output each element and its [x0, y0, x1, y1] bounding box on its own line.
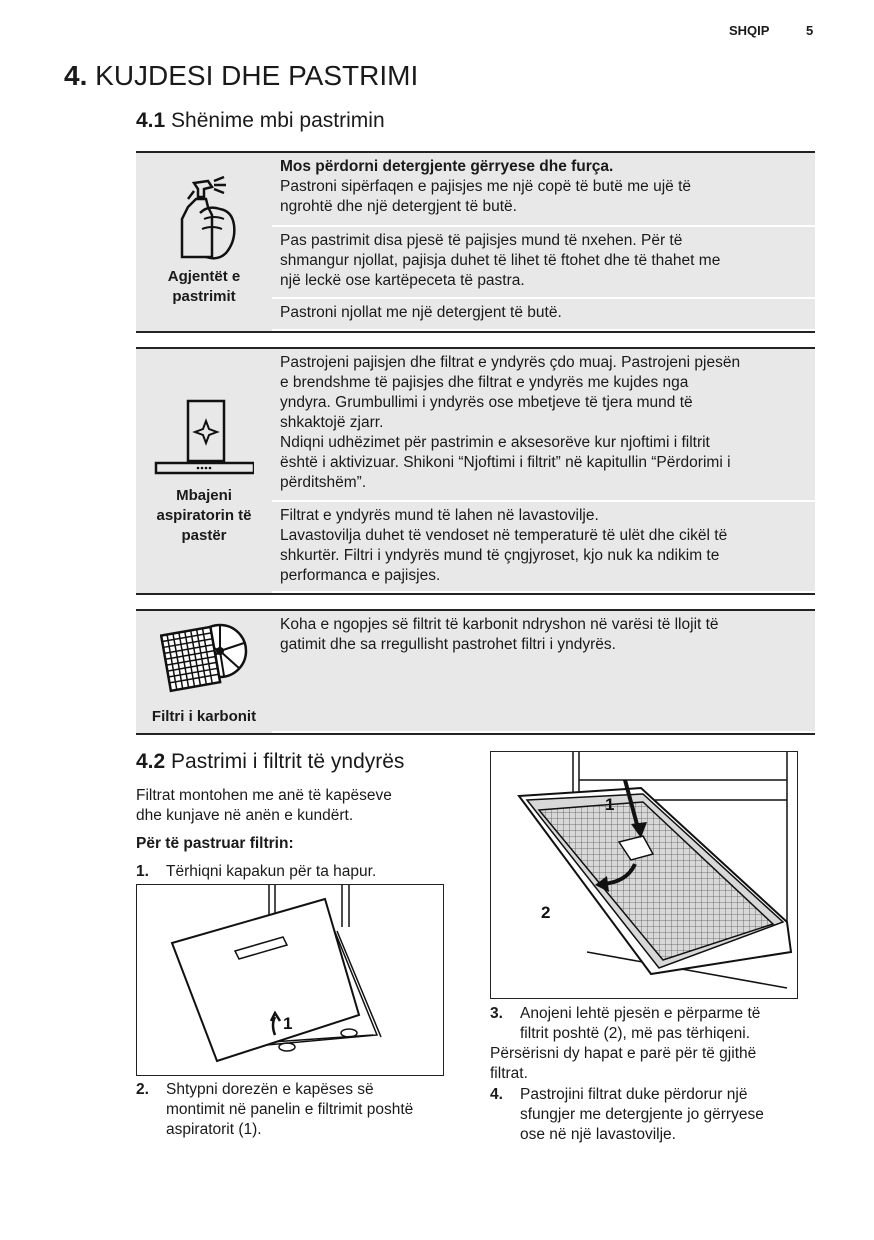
cell-text: shkaktojë zjarr.: [280, 414, 384, 431]
cleaning-agents-table: [136, 151, 815, 333]
figure-open-cover: [136, 884, 444, 1076]
cell-text: përditshëm”.: [280, 474, 367, 491]
cell-text: Koha e ngopjes së filtrit të karbonit ndryshon në varësi të llojit të: [280, 616, 719, 633]
cell-text: ngrohtë dhe një detergjent të butë.: [280, 198, 517, 215]
table-cell: [272, 299, 815, 329]
figure-remove-filter: [490, 751, 798, 999]
subsection-number: 4.2: [136, 750, 166, 773]
section-number: 4.: [64, 60, 88, 91]
step-number: 4.: [490, 1086, 503, 1103]
step-number: 2.: [136, 1081, 149, 1098]
table-content: [272, 611, 815, 733]
table-label-cell: [136, 349, 272, 593]
cell-text: Pastroni njollat me një detergjent të butë.: [280, 304, 562, 321]
paragraph-line: Filtrat montohen me anë të kapëseve: [136, 787, 392, 804]
table-label-cell: [136, 611, 272, 733]
cell-text: shkurtër. Filtri i yndyrës mund të çngjyroset, kjo nuk ka ndikim te: [280, 547, 720, 564]
label-line-1: Mbajeni: [176, 487, 232, 504]
procedure-heading: Për të pastruar filtrin:: [136, 835, 294, 852]
section-title-text: KUJDESI DHE PASTRIMI: [95, 60, 419, 91]
paragraph-line: filtrat.: [490, 1065, 528, 1082]
paragraph-line: Përsërisni dy hapat e parë për të gjithë: [490, 1045, 757, 1062]
label-line-1: Filtri i karbonit: [151, 708, 257, 725]
table-label-cell: [136, 153, 272, 331]
subsection-title-4-1: [136, 108, 385, 134]
step-3: [490, 1004, 820, 1046]
cell-text: është i aktivizuar. Shikoni “Njoftimi i filtrit” në kapitullin “Përdorimi i: [280, 454, 731, 471]
cell-text: e brendshme të pajisjes dhe filtrat e yndyrës me kujdes nga: [280, 374, 689, 391]
carbon-filter-table: [136, 609, 815, 735]
table-cell: [272, 502, 815, 591]
step-number: 3.: [490, 1005, 503, 1022]
cell-text: Pastrojeni pajisjen dhe filtrat e yndyrës çdo muaj. Pastrojeni pjesën: [280, 354, 741, 371]
cell-text: Lavastovilja duhet të vendoset në temperaturë të ulët dhe cikël të: [280, 527, 728, 544]
subsection-title-text: Shënime mbi pastrimin: [171, 109, 385, 132]
keep-clean-table: [136, 347, 815, 595]
hood-open-illustration: [137, 885, 443, 1075]
label-line-2: aspiratorin të: [156, 507, 252, 524]
figure-callout: 1: [605, 795, 615, 814]
language-label: SHQIP: [729, 23, 770, 38]
cell-text: gatimit dhe sa rregullisht pastrohet filtri i yndyrës.: [280, 636, 616, 653]
step-number: 1.: [136, 863, 149, 880]
step-text: montimit në panelin e filtrimit poshtë: [166, 1101, 414, 1118]
label-line-1: Agjentët e: [167, 268, 241, 285]
filter-removal-illustration: [491, 752, 797, 998]
label-line-2: pastrimit: [172, 288, 236, 305]
cell-text: Pas pastrimit disa pjesë të pajisjes mund të nxehen. Për të: [280, 232, 683, 249]
cell-text: Ndiqni udhëzimet për pastrimin e aksesorëve kur njoftimi i filtrit: [280, 434, 710, 451]
table-cell: [272, 227, 815, 297]
intro-paragraph: [136, 786, 392, 826]
table-cell: [272, 349, 815, 500]
step-text: ose në një lavastovilje.: [520, 1126, 676, 1143]
step-text: Tërhiqni kapakun për ta hapur.: [166, 863, 377, 880]
step-2: [136, 1080, 466, 1142]
spray-bottle-icon: [174, 175, 244, 265]
step-text: sfungjer me detergjente jo gërryese: [520, 1106, 764, 1123]
step-4: [490, 1085, 820, 1147]
figure-callout: 1: [283, 1014, 293, 1033]
repeat-note: [490, 1044, 756, 1084]
subsection-title-4-2: [136, 749, 404, 775]
label-line-3: pastër: [181, 527, 227, 544]
step-1: [136, 862, 456, 882]
table-content: [272, 153, 815, 331]
cell-text: shmangur njollat, pajisja duhet të lihet të ftohet dhe të thahet me: [280, 252, 721, 269]
paragraph-line: dhe kunjave në anën e kundërt.: [136, 807, 354, 824]
step-text: Anojeni lehtë pjesën e përparme të: [520, 1005, 761, 1022]
hood-icon: [154, 399, 254, 479]
table-cell: [272, 611, 815, 731]
step-text: filtrit poshtë (2), më pas tërhiqeni.: [520, 1025, 751, 1042]
cell-text: Pastroni sipërfaqen e pajisjes me një copë të butë me ujë të: [280, 178, 691, 195]
cell-text: një leckë ose kartëpeceta të pastra.: [280, 272, 525, 289]
step-text: Shtypni dorezën e kapëses së: [166, 1081, 374, 1098]
cell-text: performanca e pajisjes.: [280, 567, 441, 584]
warning-bold-text: Mos përdorni detergjente gërryese dhe furça.: [280, 158, 614, 175]
cell-text: yndyra. Grumbullimi i yndyrës ose mbetjeve të tjera mund të: [280, 394, 693, 411]
figure-callout: 2: [541, 903, 551, 922]
cell-text: Filtrat e yndyrës mund të lahen në lavastovilje.: [280, 507, 599, 524]
subsection-title-text: Pastrimi i filtrit të yndyrës: [171, 750, 405, 773]
step-text: aspiratorit (1).: [166, 1121, 262, 1138]
subsection-number: 4.1: [136, 109, 166, 132]
section-title: [64, 58, 418, 94]
step-text: Pastrojini filtrat duke përdorur një: [520, 1086, 748, 1103]
table-content: [272, 349, 815, 593]
page-number: 5: [806, 23, 814, 38]
carbon-filter-icon: [160, 617, 250, 697]
table-cell: [272, 153, 815, 225]
